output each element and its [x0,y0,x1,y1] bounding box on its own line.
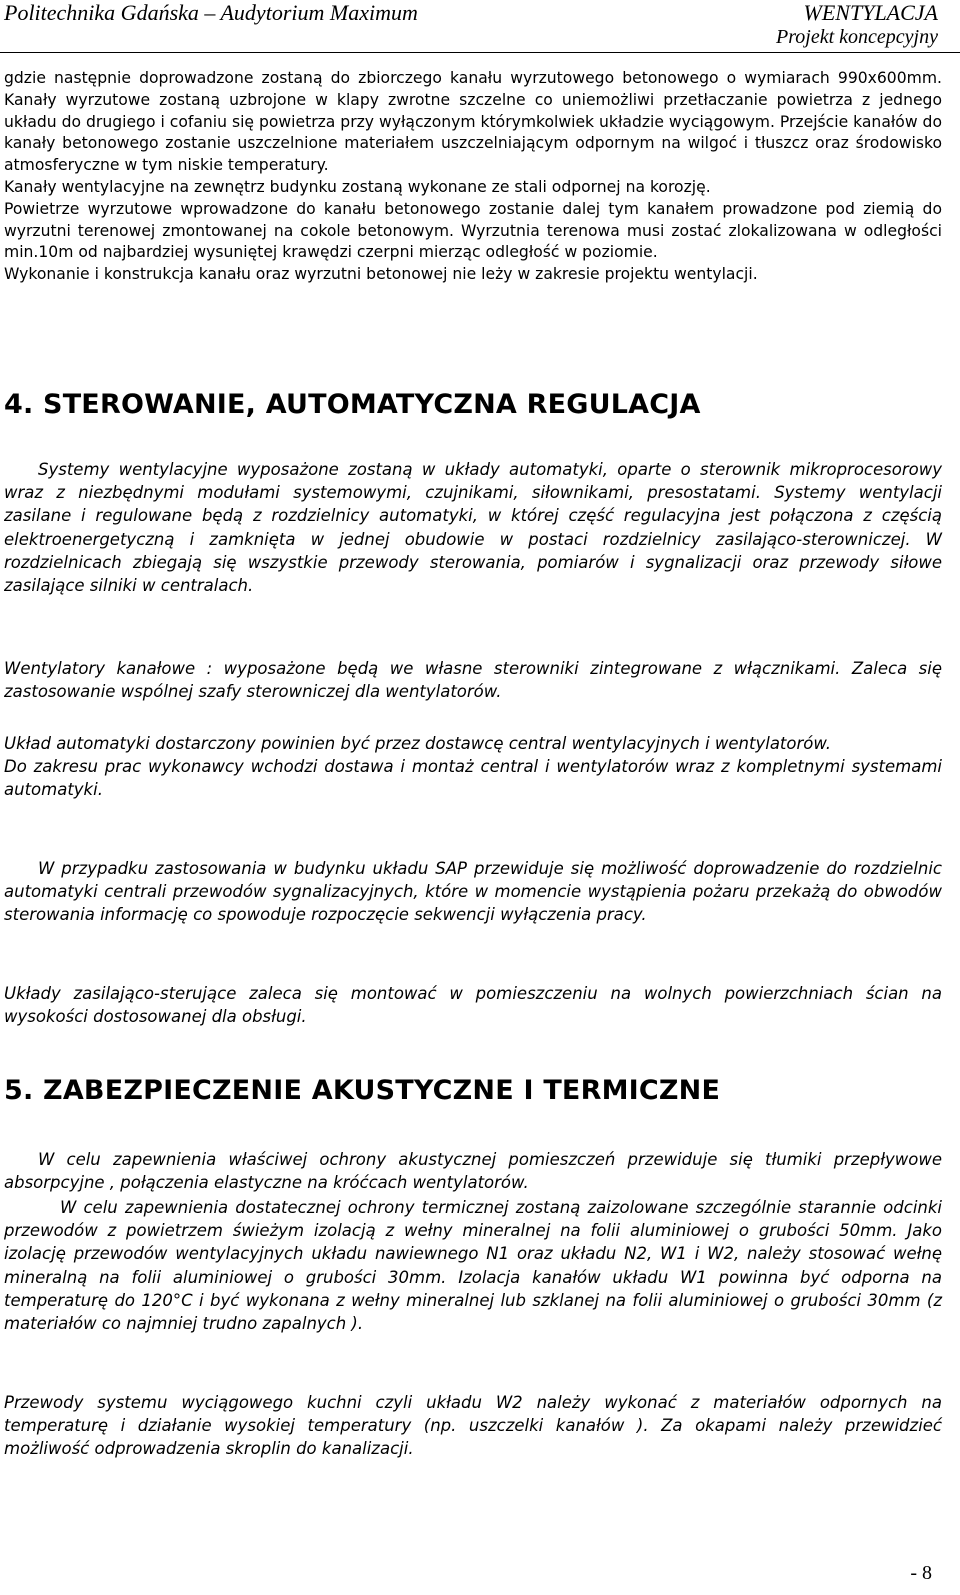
section-5-paragraph-3: Przewody systemu wyciągowego kuchni czyli układu W2 należy wykonać z materiałów odpornych na temperaturę i działanie wysokiej temperatury (np. uszczelki kanałów ). Za okapami należy przewidzieć możliwość odprowadzenia skroplin do kanalizacji. [4,1393,942,1459]
section-5-paragraph-1: W celu zapewnienia właściwej ochrony akustycznej pomieszczeń przewiduje się tłumiki przepływowe absorpcyjne , połączenia elastyczne na króćcach wentylatorów. [4,1150,942,1193]
section-4-paragraph-4: W przypadku zastosowania w budynku układu SAP przewiduje się możliwość doprowadzenie do rozdzielnic automatyki centrali przewodów sygnalizacyjnych, które w momencie wystąpienia pożaru przekażą do obwodów sterowania informację co spowoduje rozpoczęcie sekwencji wyłączenia pracy. [4,859,942,925]
intro-paragraph-2: Kanały wentylacyjne na zewnętrz budynku zostaną wykonane ze stali odpornej na korozję. [4,177,711,196]
section-4-heading: 4. STEROWANIE, AUTOMATYCZNA REGULACJA [4,389,701,420]
intro-paragraph-1: gdzie następnie doprowadzone zostaną do zbiorczego kanału wyrzutowego betonowego o wymiarach 990x600mm. Kanały wyrzutowe zostaną uzbrojone w klapy zwrotne szczelne co uniemożliwi przetłaczanie powietrza z jednego układu do drugiego i cofaniu się powietrza przy wyłączonym którymkolwiek układzie wyciągowym. Przejście kanałów do kanały betonowego zostanie uszczelnione materiałem uszczelniającym odpornym na wilgoć i tłuszcz oraz środowisko atmosferyczne w tym niskie temperatury. [4,69,942,175]
section-4-paragraph-1: Systemy wentylacyjne wyposażone zostaną w układy automatyki, oparte o sterownik mikroprocesorowy wraz z niezbędnymi modułami systemowymi, czujnikami, siłownikami, presostatami. Systemy wentylacji zasilane i regulowane będą z rozdzielnicy automatyki, w której część regulacyjna jest połączona z częścią elektroenergetyczną i zamknięta w jednej obudowie w postaci rozdzielnicy zasilająco-sterowniczej. W rozdzielnicach zbiegają się wszystkie przewody sterowania, pomiarów i sygnalizacji oraz przewody siłowe zasilające silniki w centralach. [4,460,942,596]
header-institution: Politechnika Gdańska – Audytorium Maximum [4,0,418,25]
section-5-paragraph-2: W celu zapewnienia dostatecznej ochrony termicznej zostaną zaizolowane szczególnie starannie odcinki przewodów z powietrzem świeżym izolacją z wełny mineralnej na folii aluminiowej o grubości 50mm. Jako izolację przewodów wentylacyjnych układu nawiewnego N1 oraz układu N2, W1 i W2, należy stosować wełnę mineralną na folii aluminiowej o grubości 30mm. Izolacja kanałów układu W1 powinna być odporna na temperaturę do 120°C i być wykonana z wełny mineralnej lub szklanej na folii aluminiowej o grubości 30mm (z materiałów co najmniej trudno zapalnych ). [4,1198,942,1334]
section-5-heading: 5. ZABEZPIECZENIE AKUSTYCZNE I TERMICZNE [4,1075,721,1106]
section-4-paragraph-2: Wentylatory kanałowe : wyposażone będą we własne sterowniki zintegrowane z włącznikami. Zaleca się zastosowanie wspólnej szafy sterowniczej dla wentylatorów. [4,659,942,702]
intro-paragraph-3: Powietrze wyrzutowe wprowadzone do kanału betonowego zostanie dalej tym kanałem prowadzone pod ziemią do wyrzutni terenowej zmontowanej na cokole betonowym. Wyrzutnia terenowa musi zostać zlokalizowana w odległości min.10m od najbardziej wysuniętej krawędzi czerpni mierząc odległość w poziomie. [4,199,942,262]
intro-paragraph-4: Wykonanie i konstrukcja kanału oraz wyrzutni betonowej nie leży w zakresie projektu wentylacji. [4,265,758,284]
section-4-paragraph-3b: Do zakresu prac wykonawcy wchodzi dostawa i montaż central i wentylatorów wraz z kompletnymi systemami automatyki. [4,757,942,800]
intro-text [4,68,942,286]
header-subtitle: Projekt koncepcyjny [776,26,938,48]
page-number: - 8 [910,1562,932,1584]
section-4-paragraph-5: Układy zasilająco-sterujące zaleca się montować w pomieszczeniu na wolnych powierzchniach ścian na wysokości dostosowanej dla obsługi. [4,984,942,1027]
section-4-paragraph-3 [4,732,942,802]
page-header [0,0,960,53]
section-4-paragraph-3a: Układ automatyki dostarczony powinien być przez dostawcę central wentylacyjnych i wentylatorów. [4,734,832,753]
header-title: WENTYLACJA [803,0,938,25]
